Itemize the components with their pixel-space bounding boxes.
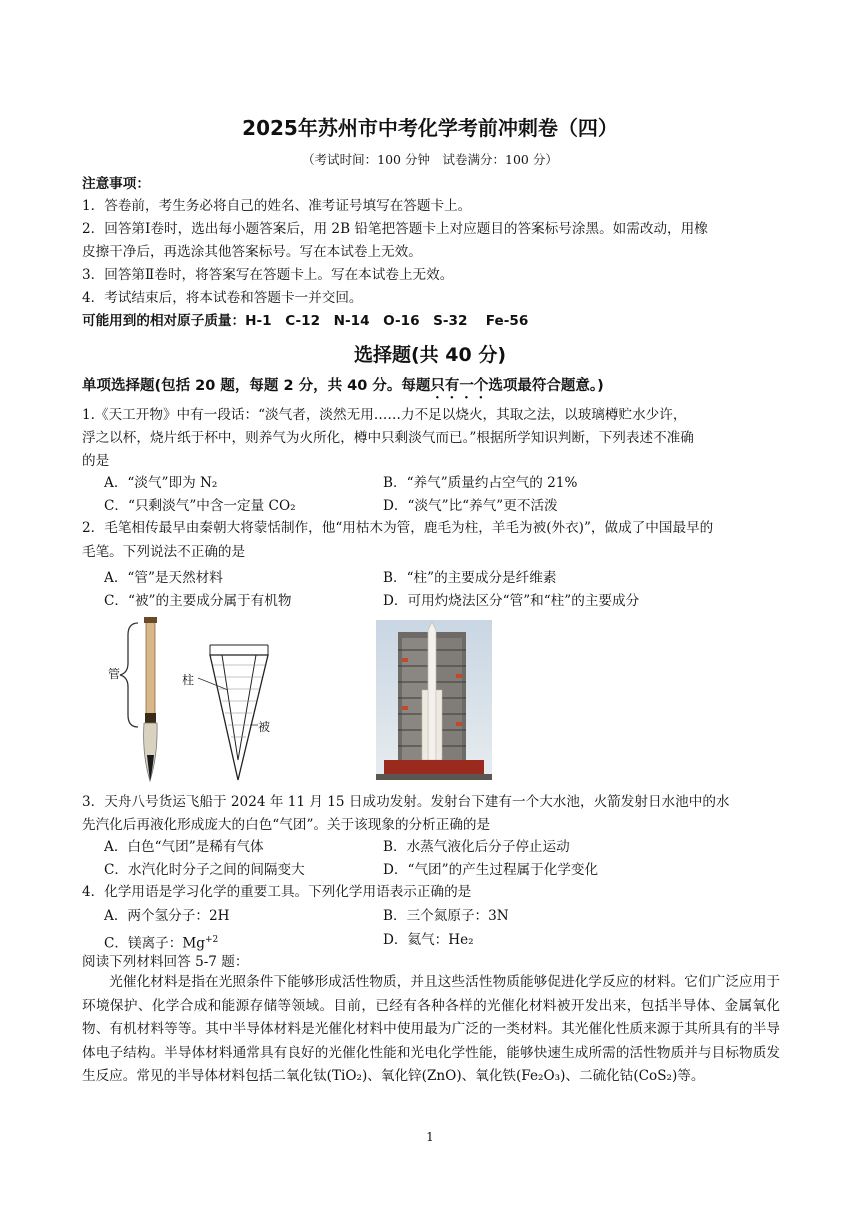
- q2-option-d: D．可用灼烧法区分“管”和“柱”的主要成分: [383, 593, 640, 609]
- reading-paragraph: 光催化材料是指在光照条件下能够形成活性物质，并且这些活性物质能够促进化学反应的材料。它们广泛应用于环境保护、化学合成和能源存储等领域。目前，已经有各种各样的光催化材料被开发出来，包括半导体、金属氧化物、有机材料等等。其中半导体材料是光催化材料中使用最为广泛的一类材料。其光催化性质来源于其所具有的半导体电子结构。半导体材料通常具有良好的光催化性能和光电化学性能，能够快速生成所需的活性物质并与目标物质发生反应。常见的半导体材料包括二氧化钛(TiO₂)、氧化锌(ZnO)、氧化铁(Fe₂O₃)、二硫化钴(CoS₂)等。: [82, 974, 780, 1084]
- label-guan: 管: [108, 667, 121, 681]
- exam-subtitle: （考试时间：100 分钟 试卷满分：100 分）: [302, 152, 558, 167]
- page-number: 1: [426, 1130, 434, 1144]
- section-instructions: [82, 376, 604, 402]
- q2-option-a: A．“管”是天然材料: [104, 570, 223, 586]
- q3-option-b: B．水蒸气液化后分子停止运动: [383, 839, 570, 855]
- q4-option-a: A．两个氢分子：2H: [104, 908, 230, 924]
- q1-option-d: D．“淡气”比“养气”更不活泼: [383, 498, 558, 514]
- rocket-launch-photo: [376, 620, 492, 780]
- q3-option-a: A．白色“气团”是稀有气体: [104, 839, 264, 855]
- exam-title: 2025年苏州市中考化学考前冲刺卷（四）: [242, 116, 618, 140]
- q3-line2: 先汽化后再液化形成庞大的白色“气团”。关于该现象的分析正确的是: [82, 817, 491, 833]
- notes-heading: 注意事项：: [82, 176, 150, 192]
- q1-line3: 的是: [82, 453, 110, 469]
- q2-line1: 2．毛笔相传最早由秦朝大将蒙恬制作，他“用枯木为管，鹿毛为柱，羊毛为被(外衣)”，做成了中国最早的: [82, 520, 714, 536]
- note-item-1: 1．答卷前，考生务必将自己的姓名、准考证号填写在答题卡上。: [82, 198, 472, 214]
- note-item-3: 3．回答第Ⅱ卷时，将答案写在答题卡上。写在本试卷上无效。: [82, 267, 454, 283]
- q4-option-d: D．氦气：He₂: [383, 932, 474, 948]
- note-item-4: 4．考试结束后，将本试卷和答题卡一并交回。: [82, 290, 363, 306]
- reading-intro: 阅读下列材料回答 5-7 题：: [82, 954, 249, 970]
- q3-option-c: C．水汽化时分子之间的间隔变大: [104, 862, 305, 878]
- q1-option-b: B．“养气”质量约占空气的 21%: [383, 475, 578, 491]
- rocket-tower-image: [376, 620, 492, 780]
- section-title: 选择题(共 40 分): [353, 344, 507, 366]
- q4-option-c: [104, 930, 218, 954]
- q1-line2: 浮之以杯，烧片纸于杯中，则养气为火所化，樽中只剩淡气而已。”根据所学知识判断，下列表述不准确: [82, 430, 694, 446]
- q3-line1: 3．天舟八号货运飞船于 2024 年 11 月 15 日成功发射。发射台下建有一个大水池，火箭发射日水池中的水: [82, 794, 730, 810]
- q1-line1: 1.《天工开物》中有一段话：“淡气者，淡然无用……力不足以烧火，其取之法，以玻璃樽贮水少许，: [82, 407, 687, 423]
- q1-option-c: C．“只剩淡气”中含一定量 CO₂: [104, 498, 296, 514]
- q2-option-c: C．“被”的主要成分属于有机物: [104, 593, 292, 609]
- q4-option-c-sup: +2: [205, 935, 219, 945]
- q1-option-a: A．“淡气”即为 N₂: [104, 475, 218, 491]
- instr-post: 选项最符合题意。): [488, 378, 604, 394]
- brush-illustration: [100, 615, 300, 785]
- note-item-2b: 皮擦干净后，再选涂其他答案标号。写在本试卷上无效。: [82, 244, 422, 260]
- note-item-2a: 2．回答第Ⅰ卷时，选出每小题答案后，用 2B 铅笔把答题卡上对应题目的答案标号涂黑。如需改动，用橡: [82, 221, 708, 237]
- q3-option-d: D．“气团”的产生过程属于化学变化: [383, 862, 599, 878]
- q4-option-c-text: C．镁离子：Mg: [104, 935, 205, 952]
- label-zhu: 柱: [182, 673, 195, 687]
- label-bei: 被: [258, 720, 271, 734]
- instr-dotted: 只有一个: [430, 378, 489, 394]
- q2-option-b: B．“柱”的主要成分是纤维素: [383, 570, 557, 586]
- q2-line2: 毛笔。下列说法不正确的是: [82, 544, 246, 560]
- brush-figure: [100, 615, 300, 785]
- q4-option-b: B．三个氮原子：3N: [383, 908, 509, 924]
- atomic-masses: 可能用到的相对原子质量：H-1 C-12 N-14 O-16 S-32 Fe-56: [82, 313, 529, 329]
- q4-line1: 4．化学用语是学习化学的重要工具。下列化学用语表示正确的是: [82, 884, 472, 900]
- instr-pre: 单项选择题(包括 20 题，每题 2 分，共 40 分。每题: [82, 378, 431, 394]
